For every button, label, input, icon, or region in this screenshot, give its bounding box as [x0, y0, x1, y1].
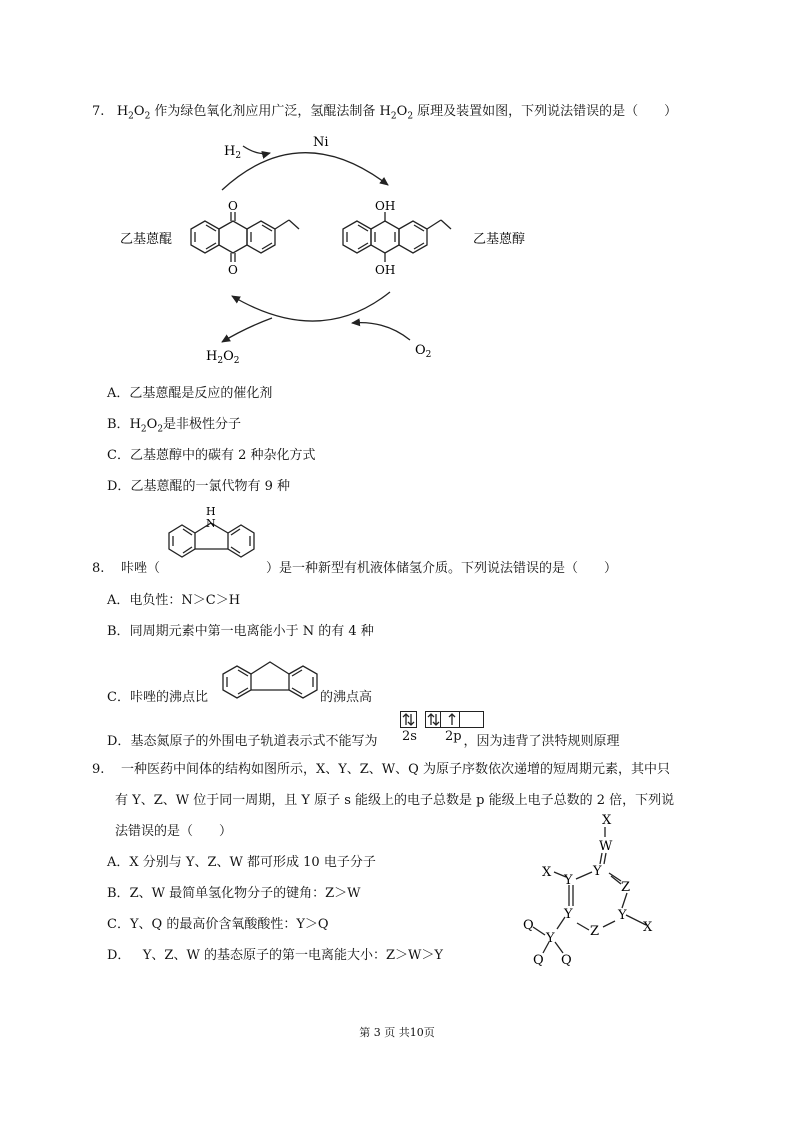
svg-text:Z: Z: [621, 880, 631, 895]
svg-text:OH: OH: [375, 263, 396, 277]
q7-option-b[interactable]: B．$H_2O_2$是非极性分子: [107, 417, 242, 435]
svg-text:Z: Z: [590, 924, 600, 939]
orbital-2s-label: 2s: [402, 729, 417, 744]
svg-text:Y: Y: [618, 908, 627, 923]
q7-option-d[interactable]: D．乙基蒽醌的一氯代物有 9 种: [107, 479, 290, 494]
svg-text:X: X: [602, 813, 612, 828]
h2-feed-arrow: [243, 146, 270, 154]
orbital-2p-label: 2p: [445, 729, 462, 744]
ethylanthrahydroquinone-structure: [343, 199, 451, 277]
q9-number: 9.: [92, 762, 105, 777]
orbital-2s-cell: [401, 712, 416, 727]
o2-label: $O_2$: [415, 343, 432, 360]
q9-option-d[interactable]: D． Y、Z、W 的基态原子的第一电离能大小：Z＞W＞Y: [107, 948, 443, 963]
page-footer: 第 3 页 共10页: [359, 1026, 435, 1039]
orbital-2p-cell-1: [426, 712, 441, 727]
reduction-arrow: [222, 153, 388, 190]
q9-stem-line1: 9. 一种医药中间体的结构如图所示，X、Y、Z、W、Q 为原子序数依次递增的短周期元素，其中只: [92, 762, 670, 777]
svg-text:OH: OH: [375, 199, 396, 213]
q7-number: 7.: [92, 104, 105, 119]
q8-option-a[interactable]: A．电负性：N＞C＞H: [107, 593, 241, 608]
oxidation-arrow: [232, 292, 390, 321]
o2-feed-arrow: [352, 323, 410, 340]
svg-text:O: O: [228, 263, 238, 277]
orbital-2p-cell-2: [445, 712, 460, 727]
q9-stem-line3: 法错误的是（ ）: [115, 824, 233, 839]
fluorene-structure: [213, 652, 331, 708]
orbital-2s-box: [400, 711, 417, 728]
q8-option-d[interactable]: D．基态氮原子的外围电子轨道表示式不能写为 ，因为违背了洪特规则原理: [107, 734, 620, 749]
q7-option-c[interactable]: C．乙基蒽醇中的碳有 2 种杂化方式: [107, 448, 316, 463]
q7-reaction-diagram: [0, 0, 794, 380]
orbital-2p-box: [425, 711, 484, 728]
svg-text:Y: Y: [564, 907, 573, 922]
ethylanthraquinone-structure: [191, 199, 299, 277]
svg-text:Q: Q: [533, 953, 544, 968]
h2o2-label: $H_2O_2$: [206, 349, 240, 366]
svg-text:Y: Y: [564, 873, 573, 888]
q9-option-c[interactable]: C．Y、Q 的最高价含氧酸酸性：Y＞Q: [107, 917, 329, 932]
q9-structure-diagram: [505, 805, 675, 970]
svg-text:Q: Q: [523, 918, 534, 933]
q7-option-a[interactable]: A．乙基蒽醌是反应的催化剂: [107, 386, 273, 401]
svg-text:N: N: [206, 517, 216, 530]
q9-option-a[interactable]: A．X 分别与 Y、Z、W 都可形成 10 电子分子: [107, 855, 376, 870]
orbital-2p-cell-3: [464, 712, 479, 727]
carbazole-structure: [160, 505, 270, 580]
svg-text:W: W: [599, 839, 613, 854]
q9-option-b[interactable]: B．Z、W 最简单氢化物分子的键角：Z＞W: [107, 886, 361, 901]
h2o2-out-arrow: [222, 318, 272, 342]
svg-text:Q: Q: [561, 953, 572, 968]
ni-catalyst-label: Ni: [313, 135, 329, 150]
q7-stem: 7. $H_2O_2$ 作为绿色氧化剂应用广泛，氢醌法制备 $H_2O_2$ 原理及装置如图，下列说法错误的是（ ）: [92, 104, 678, 122]
svg-text:Y: Y: [593, 864, 602, 879]
ethylanthraquinone-label: 乙基蒽醌: [120, 232, 173, 247]
ethylanthrahydroquinone-label: 乙基蒽醇: [473, 232, 526, 247]
svg-text:Y: Y: [546, 931, 555, 946]
q8-number: 8.: [92, 561, 105, 576]
svg-text:H: H: [206, 505, 216, 518]
q9-stem-line2: 有 Y、Z、W 位于同一周期，且 Y 原子 s 能级上的电子总数是 p 能级上电子总数的 2 倍，下列说: [115, 793, 675, 808]
q8-option-b[interactable]: B．同周期元素中第一电离能小于 N 的有 4 种: [107, 624, 374, 639]
q8-option-c[interactable]: C．咔唑的沸点比 的沸点高: [107, 690, 372, 705]
q8-stem: 8. 咔唑（ ）是一种新型有机液体储氢介质。下列说法错误的是（ ）: [92, 561, 617, 576]
h2-label: $H_2$: [224, 144, 242, 161]
svg-text:O: O: [228, 199, 238, 213]
svg-text:X: X: [643, 920, 653, 935]
svg-text:X: X: [542, 865, 552, 880]
